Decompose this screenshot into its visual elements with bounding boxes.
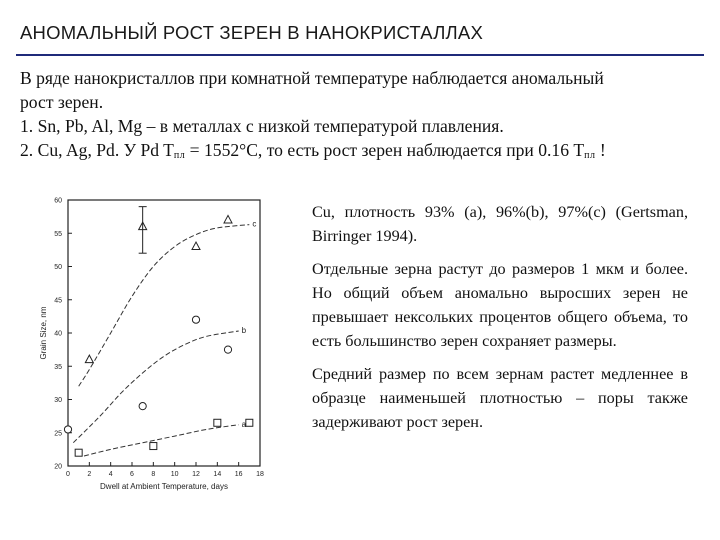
y-tick-label: 50 [54,264,62,271]
x-tick-label: 4 [108,471,113,478]
data-point-c [192,242,200,250]
y-axis-label: Grain Size, nm [39,306,48,360]
slide-title: АНОМАЛЬНЫЙ РОСТ ЗЕРЕН В НАНОКРИСТАЛЛАХ [20,22,483,43]
intro-line-4-part-a: 2. Cu, Ag, Pd. У Pd T [20,140,174,160]
data-point-b [192,316,199,323]
data-point-c [224,215,232,223]
y-tick-label: 35 [54,363,62,371]
title-divider [16,54,704,56]
paragraph-average-size: Средний размер по всем зернам растет медленнее в образце наименьшей плотностью – поры также задерживают рост зерен. [312,365,688,431]
x-tick-label: 16 [234,471,243,478]
series-label-b: b [241,326,247,336]
chart-svg [28,192,272,498]
x-tick-label: 2 [87,471,92,478]
x-tick-label: 10 [170,471,179,478]
data-point-b [224,346,231,353]
data-point-c [85,355,93,363]
subscript-melting-1: пл [173,150,186,161]
y-tick-label: 55 [54,230,62,238]
y-tick-label: 40 [54,330,62,338]
y-tick-label: 25 [54,430,62,438]
intro-line-4 [20,138,710,168]
y-tick-label: 45 [54,297,62,305]
subscript-melting-2: пл [584,150,596,161]
grain-size-chart [28,192,272,498]
series-label-c: c [252,219,257,229]
paragraph-density: Cu, плотность 93% (a), 96%(b), 97%(c) (Gertsman, Birringer 1994). [312,203,688,245]
x-tick-label: 8 [151,471,156,478]
x-axis-label: Dwell at Ambient Temperature, days [100,482,228,491]
paragraph-individual-grains: Отдельные зерна растут до размеров 1 мкм и более. Но общий объем аномально выросших зерен не превышает нексольких процентов общего объема, то есть большинство зерен сохраняет размеры. [312,260,688,350]
y-tick-label: 30 [54,397,62,404]
right-column [312,200,688,443]
x-tick-label: 18 [256,471,264,478]
intro-line-4-part-b: = 1552°C, то есть рост зерен наблюдается при 0.16 T [185,140,585,160]
x-tick-label: 0 [66,471,70,478]
data-point-a [75,449,82,456]
series-label-a: a [241,419,247,429]
data-point-a [150,443,157,450]
y-tick-label: 20 [54,463,62,471]
intro-line-1: В ряде нанокристаллов при комнатной температуре наблюдается аномальный [20,68,604,88]
intro-line-2: рост зерен. [20,92,104,112]
x-tick-label: 14 [213,471,222,478]
intro-text [20,66,710,168]
x-tick-label: 12 [192,471,200,478]
intro-line-3: 1. Sn, Pb, Al, Mg – в металлах с низкой температурой плавления. [20,116,504,136]
data-point-b [139,403,146,410]
x-tick-label: 6 [130,471,134,478]
y-tick-label: 60 [54,197,62,205]
data-point-b [64,426,71,433]
fit-curve-a [84,425,239,456]
fit-curve-c [79,225,250,387]
data-point-a [214,419,221,426]
intro-line-4-part-c: ! [595,140,606,160]
data-point-a [246,419,253,426]
